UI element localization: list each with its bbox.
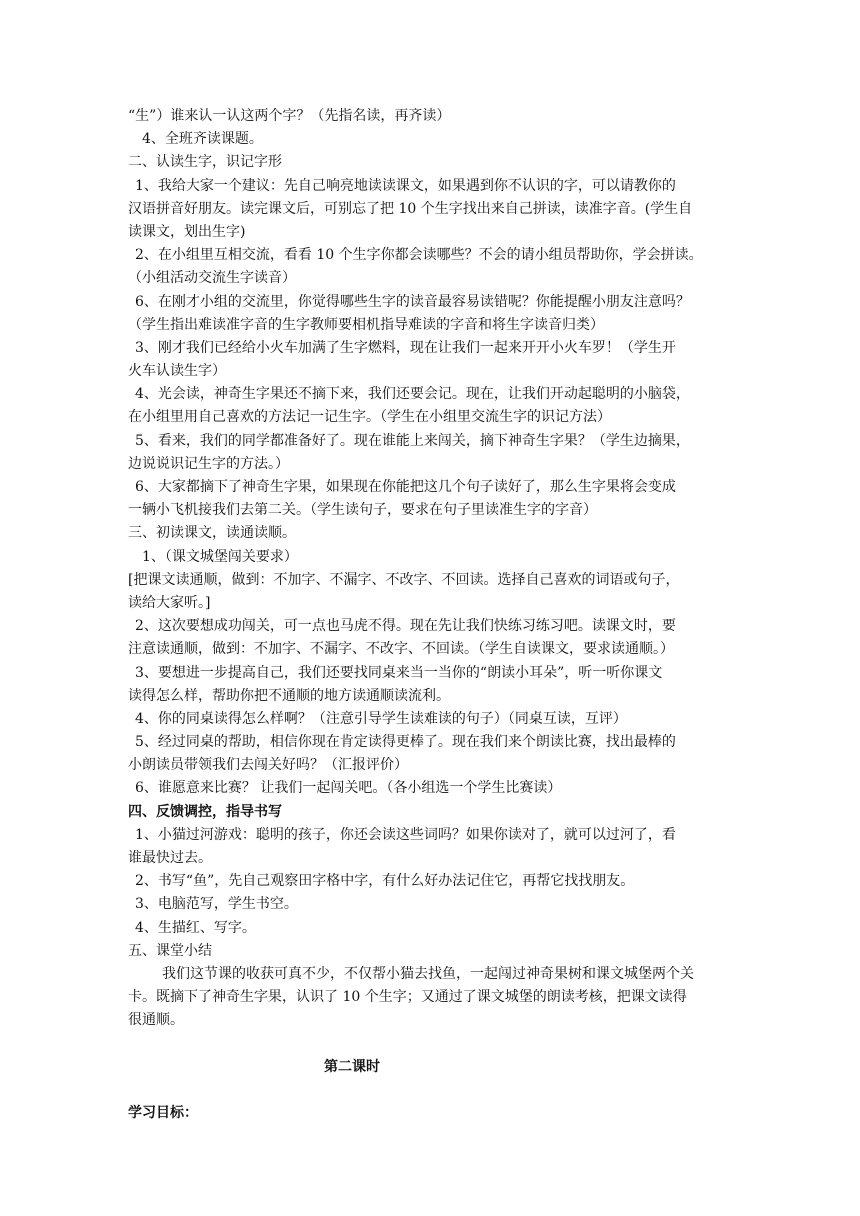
text-line: 3、要想进一步提高自己，我们还要找同桌来当一当你的“朗读小耳朵”，听一听你课文 (135, 664, 663, 681)
text-line: 4、全班齐读课题。 (142, 131, 263, 148)
text-line: 2、书写“鱼”，先自己观察田字格中字，有什么好办法记住它，再帮它找找朋友。 (135, 873, 635, 890)
text-line: 很通顺。 (128, 1012, 184, 1029)
text-line: 5、经过同桌的帮助，相信你现在肯定读得更棒了。现在我们来个朗读比赛，找出最棒的 (135, 734, 676, 751)
text-line: 火车认读生字） (128, 363, 226, 380)
text-line: 4、生描红、写字。 (135, 919, 256, 936)
text-line: 6、大家都摘下了神奇生字果，如果现在你能把这几个句子读好了，那么生字果将会变成 (135, 479, 676, 495)
text-line: 1、我给大家一个建议：先自己响亮地读读课文，如果遇到你不认识的字，可以请教你的 (135, 177, 676, 194)
text-line: 卡。既摘下了神奇生字果，认识了 10 个生字；又通过了课文城堡的朗读考核，把课文读得 (128, 989, 687, 1006)
text-line: 一辆小飞机接我们去第二关。（学生读句子，要求在句子里读准生字的字音） (128, 502, 597, 519)
text-line: 读课文，划出生字) (128, 223, 246, 240)
text-line: 5、看来，我们的同学都准备好了。现在谁能上来闯关，摘下神奇生字果？（学生边摘果， (135, 432, 690, 449)
text-line: 3、刚才我们已经给小火车加满了生字燃料，现在让我们一起来开开小火车罗！（学生开 (135, 339, 676, 356)
text-line: “生”）谁来认一认这两个字？（先指名读，再齐读） (128, 108, 451, 124)
section-heading: 四、反馈调控，指导书写 (128, 803, 282, 820)
text-line: （小组活动交流生字读音） (128, 270, 296, 287)
text-line: 2、这次要想成功闯关，可一点也马虎不得。现在先让我们快练习练习吧。读课文时，要 (135, 618, 676, 635)
text-line: 6、在刚才小组的交流里，你觉得哪些生字的读音最容易读错呢？你能提醒小朋友注意吗？ (135, 293, 690, 310)
document-body (128, 105, 733, 1125)
text-line: （学生指出难读准字音的生字教师要相机指导难读的字音和将生字读音归类） (128, 316, 604, 333)
text-line: 在小组里用自己喜欢的方法记一记生字。（学生在小组里交流生字的识记方法） (128, 409, 611, 426)
text-line: 读得怎么样，帮助你把不通顺的地方读通顺读流利。 (128, 687, 450, 704)
text-line: 1、（课文城堡闯关要求） (142, 548, 298, 565)
text-line: 6、谁愿意来比赛？ 让我们一起闯关吧。（各小组选一个学生比赛读） (135, 780, 562, 797)
text-line: 我们这节课的收获可真不少，不仅帮小猫去找鱼，一起闯过神奇果树和课文城堡两个关 (162, 965, 694, 982)
text-line: 4、你的同桌读得怎么样啊？（注意引导学生读难读的句子）（同桌互读，互评） (135, 710, 627, 727)
section-heading: 五、课堂小结 (128, 942, 212, 959)
section-heading: 二、认读生字，识记字形 (128, 154, 282, 171)
text-line: 2、在小组里互相交流，看看 10 个生字你都会读哪些？不会的请小组员帮助你，学会拼读。 (135, 247, 703, 264)
text-line: 谁最快过去。 (128, 850, 212, 866)
text-line: 小朗读员带领我们去闯关好吗？（汇报评价） (128, 757, 408, 774)
text-line: [把课文读通顺，做到：不加字、不漏字、不改字、不回读。选择自己喜欢的词语或句子， (128, 571, 680, 588)
lesson-title: 第二课时 (324, 1058, 380, 1075)
text-line: 汉语拼音好朋友。读完课文后，可别忘了把 10 个生字找出来自己拼读，读准字音。(学生自 (128, 200, 693, 217)
learning-objectives-heading: 学习目标： (128, 1105, 198, 1122)
text-line: 3、电脑范写，学生书空。 (135, 896, 298, 913)
text-line: 边说说识记生字的方法。） (128, 455, 289, 472)
text-line: 读给大家听。] (128, 594, 211, 611)
text-line: 1、小猫过河游戏：聪明的孩子，你还会读这些词吗？如果你读对了，就可以过河了，看 (135, 826, 676, 843)
text-line: 4、光会读，神奇生字果还不摘下来，我们还要会记。现在，让我们开动起聪明的小脑袋， (135, 386, 690, 403)
text-line: 注意读通顺，做到：不加字、不漏字、不改字、不回读。（学生自读课文，要求读通顺。） (128, 641, 674, 658)
section-heading: 三、初读课文，读通读顺。 (128, 525, 296, 542)
